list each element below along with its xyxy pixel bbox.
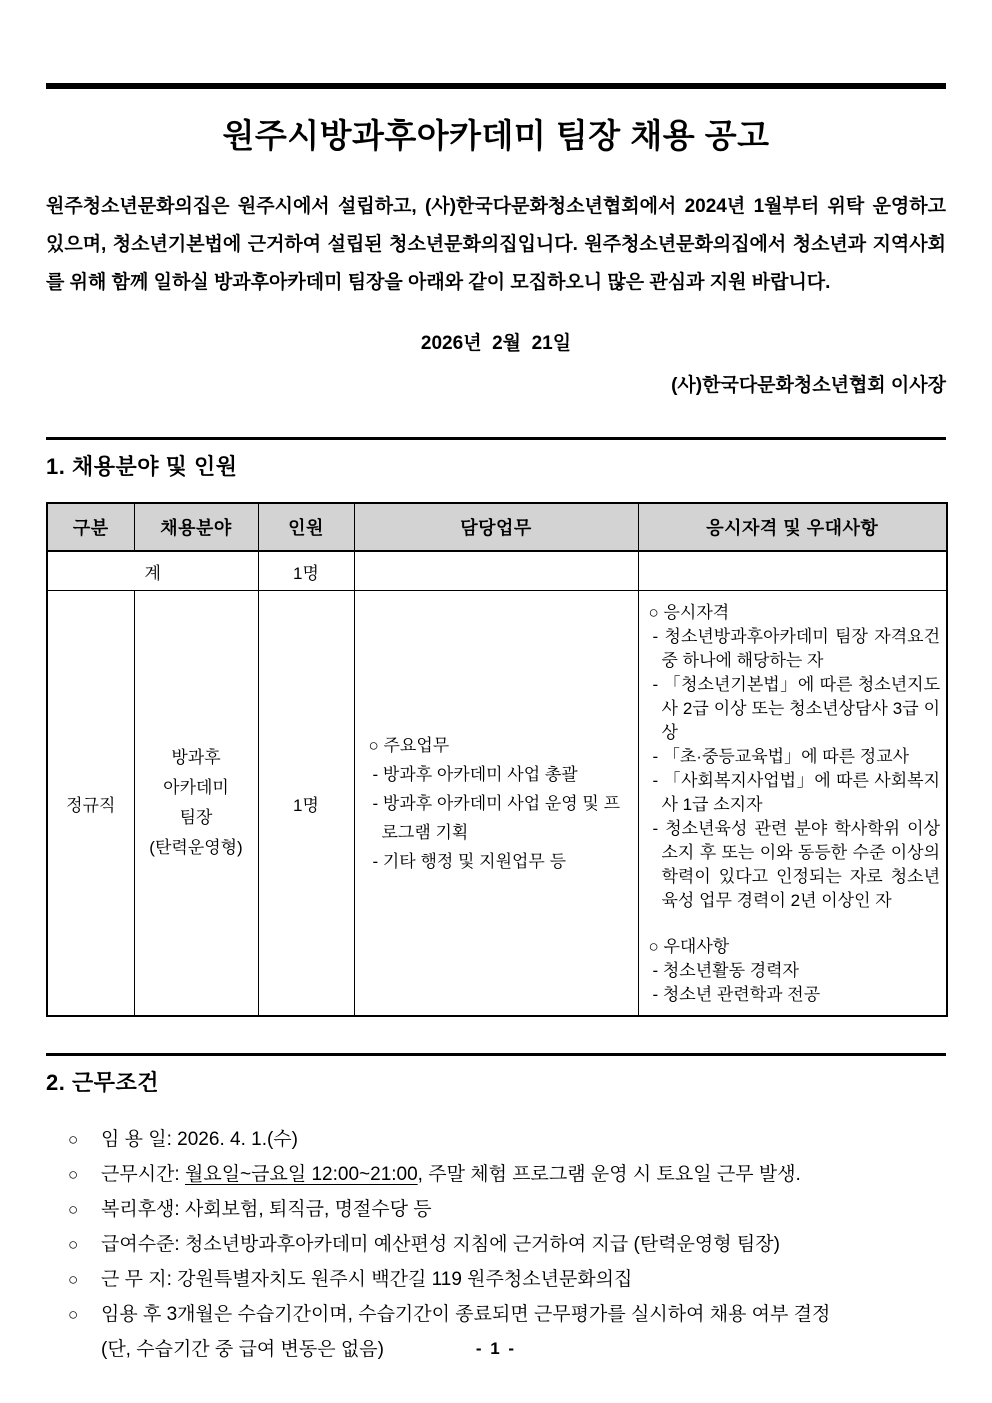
circle-bullet-icon: ○ [68, 1165, 79, 1184]
summary-label: 계 [47, 551, 258, 591]
qualification-item: - 청소년방과후아카데미 팀장 자격요건 중 하나에 해당하는 자 [652, 627, 940, 670]
preference-title: ○ 우대사항 [648, 937, 730, 956]
page-number: - 1 - [475, 1339, 517, 1358]
work-item-appointment-date [68, 1122, 946, 1157]
col-header-field: 채용분야 [134, 503, 258, 551]
page-title: 원주시방과후아카데미 팀장 채용 공고 [222, 117, 770, 154]
qualifications-title: ○ 응시자격 [648, 603, 730, 622]
duty-item: - 기타 행정 및 지원업무 등 [372, 851, 566, 871]
qualification-item: - 「청소년기본법」에 따른 청소년지도사 2급 이상 또는 청소년상담사 3급 이상 [652, 675, 940, 742]
job-category: 정규직 [47, 591, 134, 1017]
work-hours-underlined: 월요일~금요일 12:00~21:00 [184, 1164, 418, 1185]
work-item-continuation: (단, 수습기간 중 급여 변동은 없음) [101, 1339, 384, 1360]
circle-bullet-icon: ○ [68, 1305, 79, 1324]
duty-item: - 방과후 아카데미 사업 총괄 [372, 764, 578, 784]
duties-title: ○ 주요업무 [368, 735, 450, 755]
duty-item: - 방과후 아카데미 사업 운영 및 프로그램 기획 [372, 793, 620, 842]
top-rule [46, 83, 946, 89]
table-header-row [47, 503, 947, 551]
work-item-text: 근 무 지: 강원특별자치도 원주시 백간길 119 원주청소년문화의집 [101, 1269, 633, 1290]
work-item-text: 근무시간: [101, 1164, 185, 1185]
work-item-benefits [68, 1192, 946, 1227]
issuer-signature: (사)한국다문화청소년협회 이사장 [671, 375, 946, 396]
work-item-text: 임 용 일: 2026. 4. 1.(수) [101, 1129, 298, 1150]
empty-cell [638, 551, 947, 591]
intro-paragraph: 원주청소년문화의집은 원주시에서 설립하고, (사)한국다문화청소년협회에서 2024년 1월부터 위탁 운영하고 있으며, 청소년기본법에 근거하여 설립된 청소년문화의집입니다. 원주청소년문화의집에서 청소년과 지역사회를 위해 함께 일하실 방과후아카데미 팀장을 아래와 같이 모집하오니 많은 관심과 지원 바랍니다. [46, 196, 946, 293]
section1-heading: 1. 채용분야 및 인원 [46, 454, 238, 479]
job-field-line: 팀장 [179, 808, 213, 827]
announcement-date: 2026년 2월 21일 [420, 333, 572, 354]
cell-spacer [647, 913, 941, 935]
col-header-duties: 담당업무 [354, 503, 638, 551]
work-item-hours [68, 1157, 946, 1192]
job-field-line: 아카데미 [163, 778, 229, 797]
job-count: 1명 [258, 591, 354, 1017]
circle-bullet-icon: ○ [68, 1200, 79, 1219]
col-header-qualifications: 응시자격 및 우대사항 [638, 503, 947, 551]
preference-item: - 청소년활동 경력자 [652, 961, 799, 980]
work-item-text: 복리후생: 사회보험, 퇴직금, 명절수당 등 [101, 1199, 432, 1220]
qualification-item: - 청소년육성 관련 분야 학사학위 이상 소지 후 또는 이와 동등한 수준 이상의 학력이 있다고 인정되는 자로 청소년육성 업무 경력이 2년 이상인 자 [652, 819, 940, 910]
work-item-text: 급여수준: 청소년방과후아카데미 예산편성 지침에 근거하여 지급 (탄력운영형 팀장) [101, 1234, 780, 1255]
section2-heading: 2. 근무조건 [46, 1070, 159, 1095]
qualification-item: - 「초·중등교육법」에 따른 정교사 [652, 747, 910, 766]
job-field-line: 방과후 [171, 748, 221, 767]
recruitment-table [46, 502, 948, 1017]
work-item-location [68, 1262, 946, 1297]
work-conditions-list [46, 1122, 946, 1367]
circle-bullet-icon: ○ [68, 1235, 79, 1254]
summary-count: 1명 [258, 551, 354, 591]
preference-item: - 청소년 관련학과 전공 [652, 985, 821, 1004]
empty-cell [354, 551, 638, 591]
section1-divider [46, 437, 946, 440]
job-duties-cell [354, 591, 638, 1017]
job-qualifications-cell [638, 591, 947, 1017]
col-header-category: 구분 [47, 503, 134, 551]
qualification-item: - 「사회복지사업법」에 따른 사회복지사 1급 소지자 [652, 771, 940, 814]
work-item-text: , 주말 체험 프로그램 운영 시 토요일 근무 발생. [417, 1164, 801, 1185]
section2-divider [46, 1053, 946, 1056]
job-field-line: (탄력운영형) [149, 838, 243, 857]
work-item-salary [68, 1227, 946, 1262]
col-header-count: 인원 [258, 503, 354, 551]
circle-bullet-icon: ○ [68, 1130, 79, 1149]
summary-row [47, 551, 947, 591]
circle-bullet-icon: ○ [68, 1270, 79, 1289]
job-field [134, 591, 258, 1017]
work-item-text: 임용 후 3개월은 수습기간이며, 수습기간이 종료되면 근무평가를 실시하여 채용 여부 결정 [101, 1304, 831, 1325]
job-row [47, 591, 947, 1017]
